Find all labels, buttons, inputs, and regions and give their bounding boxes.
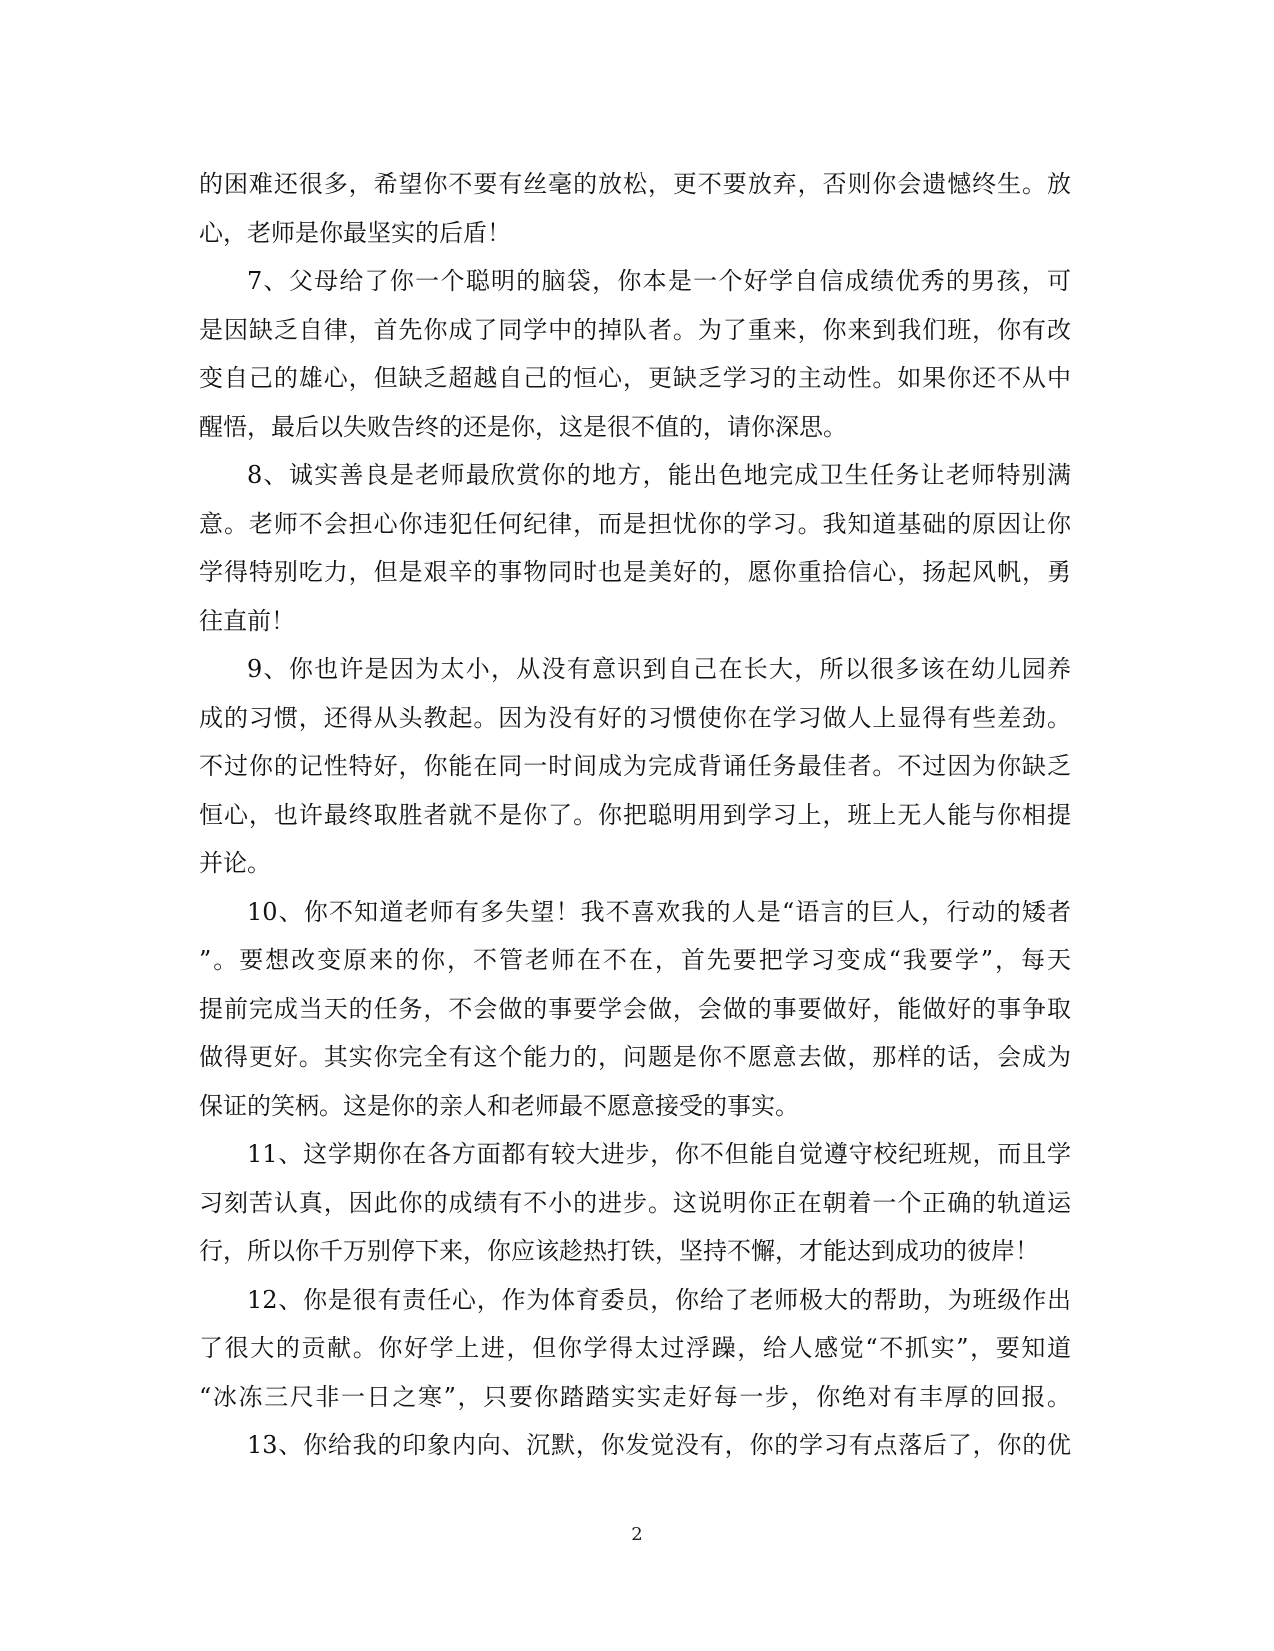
text-line: 恒心，也许最终取胜者就不是你了。你把聪明用到学习上，班上无人能与你相提	[199, 800, 1071, 829]
text-line: 往直前！	[199, 606, 295, 635]
text-line: 的困难还很多，希望你不要有丝毫的放松，更不要放弃，否则你会遗憾终生。放	[199, 170, 1071, 198]
document-body	[199, 160, 1071, 1470]
page-number: 2	[631, 1524, 643, 1545]
text-line: 意。老师不会担心你违犯任何纪律，而是担忧你的学习。我知道基础的原因让你	[199, 509, 1071, 538]
text-line: 11、这学期你在各方面都有较大进步，你不但能自觉遵守校纪班规，而且学	[247, 1140, 1071, 1168]
text-line: 13、你给我的印象内向、沉默，你发觉没有，你的学习有点落后了，你的优	[247, 1431, 1071, 1459]
text-line: 成的习惯，还得从头教起。因为没有好的习惯使你在学习做人上显得有些差劲。	[199, 703, 1071, 732]
text-line: 7、父母给了你一个聪明的脑袋，你本是一个好学自信成绩优秀的男孩，可	[247, 267, 1071, 295]
text-line: 12、你是很有责任心，作为体育委员，你给了老师极大的帮助，为班级作出	[247, 1285, 1071, 1314]
text-line: ”。要想改变原来的你，不管老师在不在，首先要把学习变成“我要学”，每天	[199, 946, 1071, 974]
text-line: 醒悟，最后以失败告终的还是你，这是很不值的，请你深思。	[199, 412, 847, 441]
text-line: 学得特别吃力，但是艰辛的事物同时也是美好的，愿你重拾信心，扬起风帆，勇	[199, 558, 1071, 586]
text-line: 习刻苦认真，因此你的成绩有不小的进步。这说明你正在朝着一个正确的轨道运	[199, 1188, 1071, 1217]
text-line: 变自己的雄心，但缺乏超越自己的恒心，更缺乏学习的主动性。如果你还不从中	[199, 364, 1071, 392]
text-line: “冰冻三尺非一日之寒”，只要你踏踏实实走好每一步，你绝对有丰厚的回报。	[199, 1382, 1071, 1411]
text-line: 10、你不知道老师有多失望！我不喜欢我的人是“语言的巨人，行动的矮者	[247, 897, 1071, 926]
text-line: 心，老师是你最坚实的后盾！	[199, 218, 511, 247]
text-line: 保证的笑柄。这是你的亲人和老师最不愿意接受的事实。	[199, 1091, 799, 1120]
text-line: 不过你的记性特好，你能在同一时间成为完成背诵任务最佳者。不过因为你缺乏	[199, 752, 1071, 780]
text-line: 8、诚实善良是老师最欣赏你的地方，能出色地完成卫生任务让老师特别满	[247, 461, 1071, 489]
text-line: 9、你也许是因为太小，从没有意识到自己在长大，所以很多该在幼儿园养	[247, 655, 1071, 683]
text-line: 提前完成当天的任务，不会做的事要学会做，会做的事要做好，能做好的事争取	[199, 994, 1071, 1023]
text-line: 并论。	[199, 849, 271, 877]
text-line: 做得更好。其实你完全有这个能力的，问题是你不愿意去做，那样的话，会成为	[199, 1043, 1071, 1071]
text-line: 了很大的贡献。你好学上进，但你学得太过浮躁，给人感觉“不抓实”，要知道	[199, 1334, 1071, 1362]
text-line: 行，所以你千万别停下来，你应该趁热打铁，坚持不懈，才能达到成功的彼岸！	[199, 1237, 1039, 1265]
text-line: 是因缺乏自律，首先你成了同学中的掉队者。为了重来，你来到我们班，你有改	[199, 315, 1071, 344]
